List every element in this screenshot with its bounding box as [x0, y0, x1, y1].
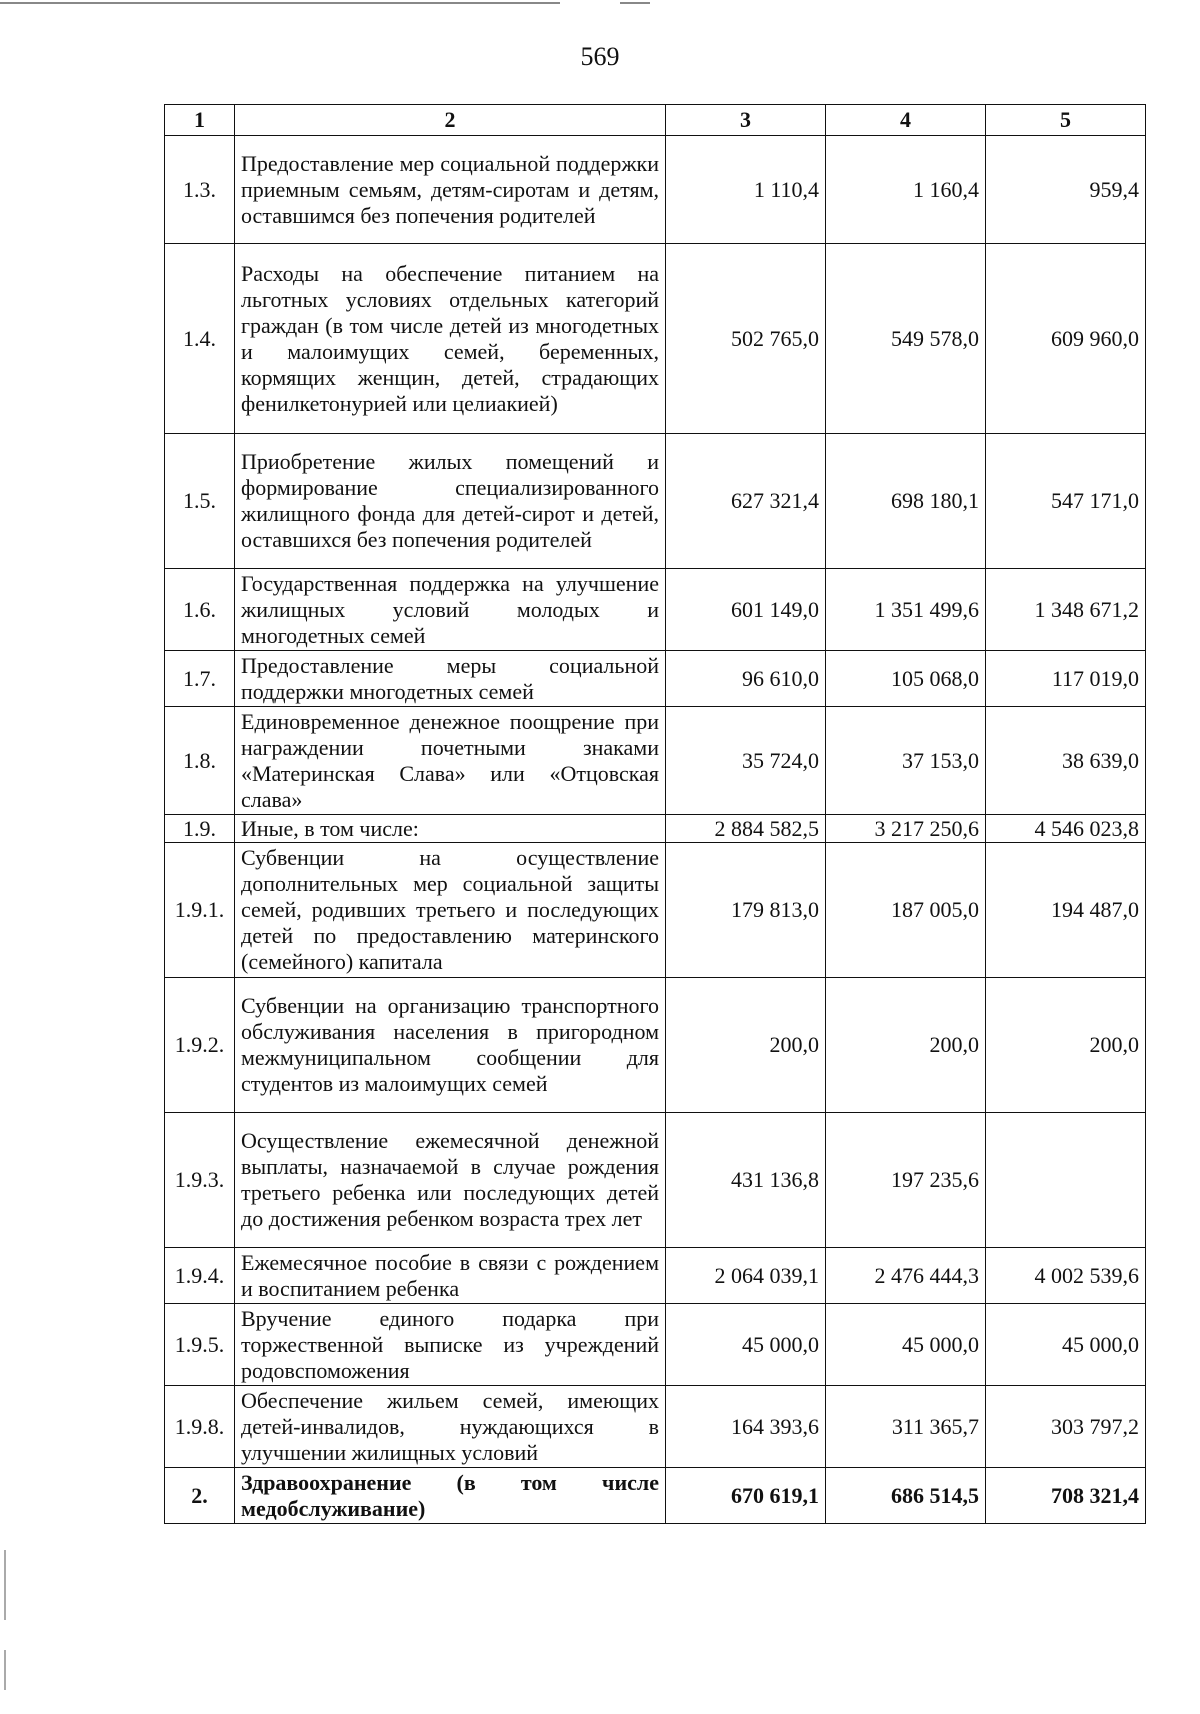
- row-number: 1.9.: [165, 815, 235, 843]
- value-col-3: 502 765,0: [666, 244, 826, 434]
- row-description: Предоставление меры социальной поддержки многодетных семей: [235, 651, 666, 707]
- value-col-3: 96 610,0: [666, 651, 826, 707]
- table-row: [165, 1468, 1146, 1524]
- value-col-5: 117 019,0: [986, 651, 1146, 707]
- table-row: [165, 136, 1146, 244]
- value-col-5: 708 321,4: [986, 1468, 1146, 1524]
- value-col-5: 38 639,0: [986, 707, 1146, 815]
- row-description: Субвенции на организацию транспортного обслуживания населения в пригородном межмуниципальном сообщении для студентов из малоимущих семей: [235, 978, 666, 1113]
- row-description: Расходы на обеспечение питанием на льготных условиях отдельных категорий граждан (в том числе детей из многодетных и малоимущих семей, беременных, кормящих женщин, детей, страдающих фенилкетонурией или целиакией): [235, 244, 666, 434]
- header-col-3: 3: [666, 105, 826, 136]
- value-col-3: 2 884 582,5: [666, 815, 826, 843]
- value-col-4: 2 476 444,3: [826, 1248, 986, 1304]
- row-description: Здравоохранение (в том числе медобслуживание): [235, 1468, 666, 1524]
- value-col-4: 3 217 250,6: [826, 815, 986, 843]
- row-number: 1.9.1.: [165, 843, 235, 978]
- value-col-4: 1 160,4: [826, 136, 986, 244]
- row-number: 1.8.: [165, 707, 235, 815]
- value-col-4: 187 005,0: [826, 843, 986, 978]
- value-col-3: 200,0: [666, 978, 826, 1113]
- value-col-3: 164 393,6: [666, 1386, 826, 1468]
- table-row: [165, 244, 1146, 434]
- table-row: [165, 434, 1146, 569]
- budget-table: [164, 104, 1146, 1524]
- table-row: [165, 569, 1146, 651]
- top-rule: [0, 2, 560, 4]
- row-number: 1.9.3.: [165, 1113, 235, 1248]
- value-col-4: 549 578,0: [826, 244, 986, 434]
- row-description: Ежемесячное пособие в связи с рождением и воспитанием ребенка: [235, 1248, 666, 1304]
- value-col-3: 670 619,1: [666, 1468, 826, 1524]
- row-number: 1.4.: [165, 244, 235, 434]
- row-number: 2.: [165, 1468, 235, 1524]
- value-col-4: 37 153,0: [826, 707, 986, 815]
- value-col-3: 601 149,0: [666, 569, 826, 651]
- page-number: 569: [580, 42, 620, 71]
- table-row: [165, 1304, 1146, 1386]
- value-col-5: 303 797,2: [986, 1386, 1146, 1468]
- header-row: [165, 105, 1146, 136]
- value-col-3: 1 110,4: [666, 136, 826, 244]
- value-col-3: 431 136,8: [666, 1113, 826, 1248]
- scan-margin-mark: [4, 1550, 6, 1620]
- row-number: 1.3.: [165, 136, 235, 244]
- row-description: Обеспечение жильем семей, имеющих детей-инвалидов, нуждающихся в улучшении жилищных условий: [235, 1386, 666, 1468]
- value-col-5: 4 546 023,8: [986, 815, 1146, 843]
- value-col-3: 45 000,0: [666, 1304, 826, 1386]
- row-description: Предоставление мер социальной поддержки приемным семьям, детям-сиротам и детям, оставшимся без попечения родителей: [235, 136, 666, 244]
- row-number: 1.9.5.: [165, 1304, 235, 1386]
- value-col-5: 200,0: [986, 978, 1146, 1113]
- table-row: [165, 1248, 1146, 1304]
- row-number: 1.7.: [165, 651, 235, 707]
- table-row: [165, 651, 1146, 707]
- value-col-3: 35 724,0: [666, 707, 826, 815]
- value-col-5: 4 002 539,6: [986, 1248, 1146, 1304]
- header-col-2: 2: [235, 105, 666, 136]
- table-row: [165, 843, 1146, 978]
- value-col-5: 45 000,0: [986, 1304, 1146, 1386]
- value-col-5: 609 960,0: [986, 244, 1146, 434]
- row-number: 1.5.: [165, 434, 235, 569]
- value-col-5: 194 487,0: [986, 843, 1146, 978]
- value-col-5: 547 171,0: [986, 434, 1146, 569]
- value-col-3: 179 813,0: [666, 843, 826, 978]
- row-description: Вручение единого подарка при торжественной выписке из учреждений родовспоможения: [235, 1304, 666, 1386]
- row-description: Субвенции на осуществление дополнительных мер социальной защиты семей, родивших третьего и последующих детей по предоставлению материнского (семейного) капитала: [235, 843, 666, 978]
- table-row: [165, 1113, 1146, 1248]
- row-description: Осуществление ежемесячной денежной выплаты, назначаемой в случае рождения третьего ребенка или последующих детей до достижения ребенком возраста трех лет: [235, 1113, 666, 1248]
- row-number: 1.6.: [165, 569, 235, 651]
- row-description: Единовременное денежное поощрение при награждении почетными знаками «Материнская Слава» или «Отцовская слава»: [235, 707, 666, 815]
- value-col-4: 698 180,1: [826, 434, 986, 569]
- header-col-5: 5: [986, 105, 1146, 136]
- header-col-4: 4: [826, 105, 986, 136]
- value-col-5: 959,4: [986, 136, 1146, 244]
- row-description: Иные, в том числе:: [235, 815, 666, 843]
- value-col-4: 200,0: [826, 978, 986, 1113]
- table-row: [165, 1386, 1146, 1468]
- value-col-4: 105 068,0: [826, 651, 986, 707]
- value-col-3: 2 064 039,1: [666, 1248, 826, 1304]
- row-description: Приобретение жилых помещений и формирование специализированного жилищного фонда для детей-сирот и детей, оставшихся без попечения родителей: [235, 434, 666, 569]
- value-col-4: 45 000,0: [826, 1304, 986, 1386]
- top-rule-right: [620, 2, 650, 4]
- row-number: 1.9.4.: [165, 1248, 235, 1304]
- row-number: 1.9.2.: [165, 978, 235, 1113]
- value-col-4: 686 514,5: [826, 1468, 986, 1524]
- table-row: [165, 707, 1146, 815]
- scan-margin-mark: [4, 1650, 6, 1690]
- header-col-1: 1: [165, 105, 235, 136]
- table-row: [165, 978, 1146, 1113]
- value-col-4: 1 351 499,6: [826, 569, 986, 651]
- value-col-5: [986, 1113, 1146, 1248]
- value-col-4: 311 365,7: [826, 1386, 986, 1468]
- value-col-3: 627 321,4: [666, 434, 826, 569]
- value-col-5: 1 348 671,2: [986, 569, 1146, 651]
- row-number: 1.9.8.: [165, 1386, 235, 1468]
- row-description: Государственная поддержка на улучшение жилищных условий молодых и многодетных семей: [235, 569, 666, 651]
- value-col-4: 197 235,6: [826, 1113, 986, 1248]
- table-row: [165, 815, 1146, 843]
